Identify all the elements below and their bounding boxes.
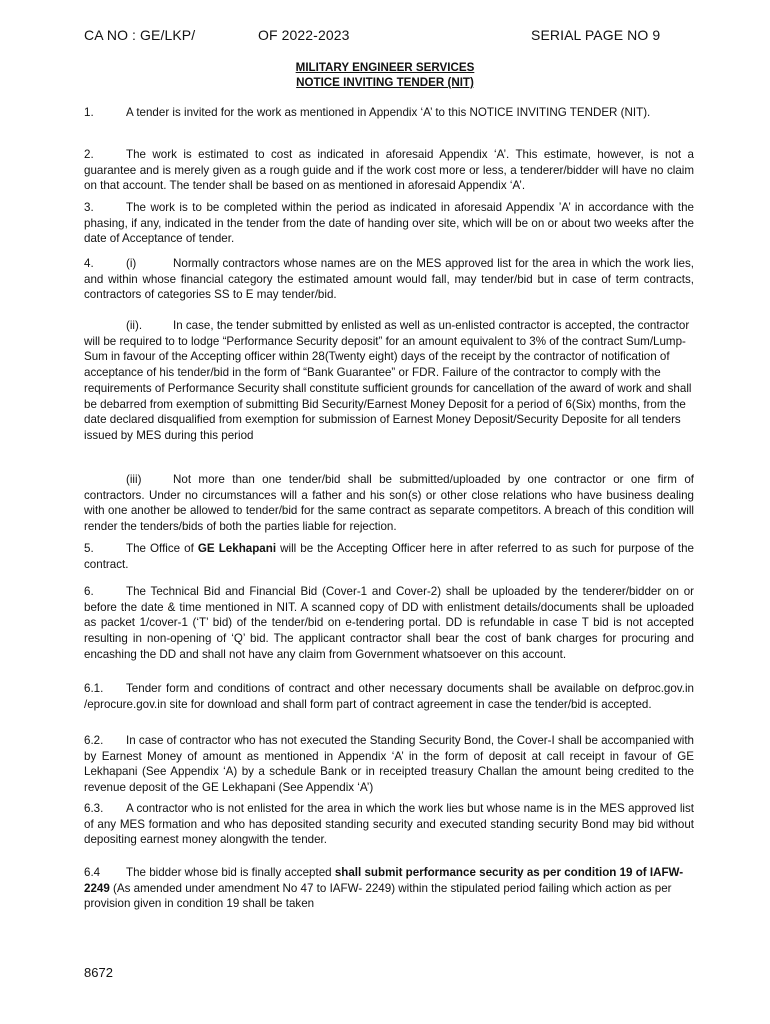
subparagraph-number: (iii) <box>126 473 142 486</box>
paragraph-number: 6.3. <box>84 802 104 815</box>
paragraph-6 <box>84 584 694 663</box>
paragraph-text: A contractor who is not enlisted for the area in which the work lies but whose name is in the MES approved list of any MES formation and who has deposited standing security and executed standing security Bond may bid without depositing earnest money alongwith the tender. <box>84 802 694 847</box>
paragraph-2 <box>84 147 694 194</box>
paragraph-number: 5. <box>84 542 94 555</box>
paragraph-number: 2. <box>84 148 94 161</box>
paragraph-4-i <box>84 256 694 303</box>
paragraph-text-end: will be the Accepting Officer here in after referred to as such for purpose of the contract. <box>84 542 694 571</box>
paragraph-number: 3. <box>84 201 94 214</box>
paragraph-text-end: (As amended under amendment No 47 to IAFW- 2249) within the stipulated period failing which action as per provision given in condition 19 shall be taken <box>84 881 672 911</box>
paragraph-text: Tender form and conditions of contract and other necessary documents shall be available on defproc.gov.in /eprocure.gov.in site for download and shall form part of contract agreement in case the tender/bid is accepted. <box>84 682 694 711</box>
paragraph-text: In case of contractor who has not executed the Standing Security Bond, the Cover-I shall be accompanied with by Earnest Money of amount as mentioned in Appendix ‘A’ in the form of deposit at call receipt in favour of GE Lekhapani (See Appendix ‘A) by a schedule Bank or in receipted treasury Challan the amount being credited to the revenue deposit of the GE Lekhapani (See Appendix ‘A’) <box>84 734 694 795</box>
subparagraph-number: (ii). <box>126 319 143 332</box>
paragraph-number: 4. <box>84 257 94 270</box>
paragraph-6-1 <box>84 681 694 712</box>
paragraph-number: 1. <box>84 106 94 119</box>
paragraph-text: In case, the tender submitted by enlisted as well as un-enlisted contractor is accepted, the contractor will be required to to lodge “Performance Security deposit” for an amount equivalent to 3% of the contract Sum/Lump-Sum in favour of the Accepting officer within 28(Twenty eight) days of the receipt by the contractor of notification of acceptance of his tender/bid in the form of “Bank Guarantee” or FDR. Failure of the contractor to comply with the requirements of Performance Security shall constitute sufficient grounds for cancellation of the award of work and shall be debarred from exemption of submitting Bid Security/Earnest Money Deposit for a period of 6(Six) months, from the date declared disqualified from exemption for submission of Earnest Money Deposit/Security Deposite for all tenders issued by MES during this period <box>84 319 692 442</box>
paragraph-text: Normally contractors whose names are on the MES approved list for the area in which the work lies, and within whose financial category the estimated amount would fall, may tender/bid but in case of term contracts, contractors of categories SS to E may tender/bid. <box>84 257 694 302</box>
paragraph-5 <box>84 541 694 572</box>
document-title: MILITARY ENGINEER SERVICES <box>295 61 475 74</box>
document-subtitle: NOTICE INVITING TENDER (NIT) <box>296 76 474 89</box>
paragraph-text: The work is to be completed within the period as indicated in aforesaid Appendix ’A’ in accordance with the phasing, if any, indicated in the tender from the date of handing over site, which will be on or about two weeks after the date of Acceptance of tender. <box>84 201 694 246</box>
contract-number: CA NO : GE/LKP/ <box>84 27 196 43</box>
page-footer-number: 8672 <box>84 965 113 980</box>
paragraph-text: Not more than one tender/bid shall be submitted/uploaded by one contractor or one firm of contractors. Under no circumstances will a father and his son(s) or other close relations who have business dealing with one another be allowed to tender/bid for the same contract as separate competitors. A breach of this condition will render the tenders/bids of both the parties liable for rejection. <box>84 473 694 534</box>
paragraph-text-start: The Office of <box>126 542 198 555</box>
paragraph-number: 6.1. <box>84 682 104 695</box>
paragraph-text: A tender is invited for the work as mentioned in Appendix ‘A’ to this NOTICE INVITING TENDER (NIT). <box>126 106 651 119</box>
paragraph-text: The work is estimated to cost as indicated in aforesaid Appendix ‘A’. This estimate, however, is not a guarantee and is merely given as a rough guide and if the work cost more or less, a tenderer/bidder will have no claim on that account. The tender shall be based on as mentioned in aforesaid Appendix ‘A’. <box>84 148 694 193</box>
paragraph-4-iii <box>84 472 694 535</box>
paragraph-number: 6.4 <box>84 866 101 879</box>
paragraph-3 <box>84 200 694 247</box>
contract-year: OF 2022-2023 <box>258 27 350 43</box>
paragraph-number: 6.2. <box>84 734 104 747</box>
paragraph-text-start: The bidder whose bid is finally accepted <box>126 866 335 879</box>
subparagraph-number: (i) <box>126 257 137 270</box>
paragraph-4-ii <box>84 318 694 444</box>
accepting-officer-name: GE Lekhapani <box>197 542 277 555</box>
paragraph-6-4 <box>84 865 694 912</box>
serial-page-number: SERIAL PAGE NO 9 <box>531 27 661 43</box>
paragraph-1 <box>84 105 694 121</box>
paragraph-6-2 <box>84 733 694 796</box>
paragraph-number: 6. <box>84 585 94 598</box>
paragraph-6-3 <box>84 801 694 848</box>
performance-security-condition: shall submit performance security as per condition 19 of IAFW-2249 <box>84 866 684 895</box>
paragraph-text: The Technical Bid and Financial Bid (Cover-1 and Cover-2) shall be uploaded by the tenderer/bidder on or before the date & time mentioned in NIT. A scanned copy of DD with enlistment details/documents shall be uploaded as packet 1/cover-1 (‘T’ bid) of the tender/bid on e-tendering portal. DD is refundable in case T bid is not accepted resulting in non-opening of ‘Q’ bid. The applicant contractor shall bear the cost of bank charges for procuring and encashing the DD and shall not have any claim from Government whatsoever on this account. <box>84 585 694 661</box>
